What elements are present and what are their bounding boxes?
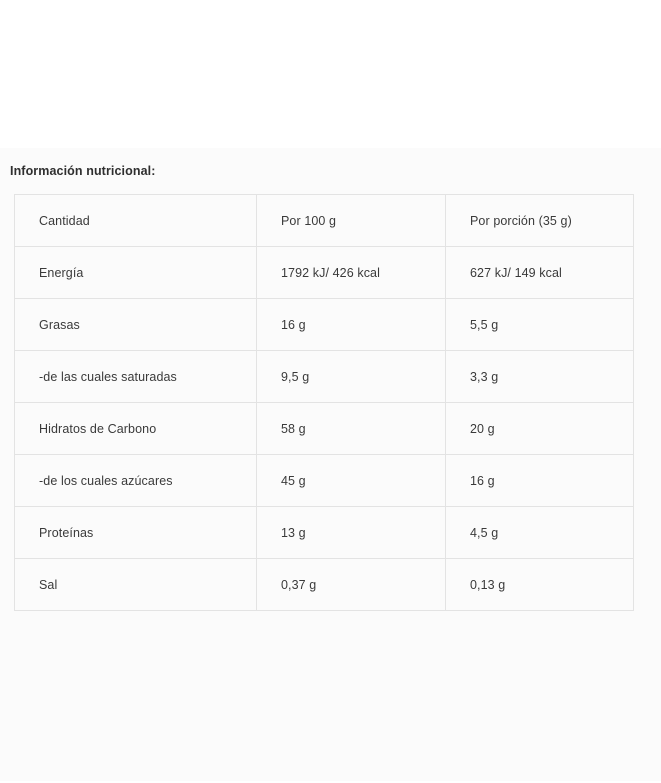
table-header-row (15, 195, 634, 247)
table-cell-perportion: 16 g (446, 455, 634, 507)
table-cell-perportion: 0,13 g (446, 559, 634, 611)
table-cell-perportion: 3,3 g (446, 351, 634, 403)
table-cell-per100: 9,5 g (257, 351, 446, 403)
table-cell-label: Hidratos de Carbono (15, 403, 257, 455)
table-row (15, 455, 634, 507)
table-row (15, 507, 634, 559)
table-cell-perportion: 627 kJ/ 149 kcal (446, 247, 634, 299)
table-header-cell: Cantidad (15, 195, 257, 247)
nutrition-panel (0, 148, 661, 781)
table-cell-label: Energía (15, 247, 257, 299)
table-cell-perportion: 20 g (446, 403, 634, 455)
table-cell-label: Sal (15, 559, 257, 611)
table-cell-per100: 0,37 g (257, 559, 446, 611)
table-cell-per100: 1792 kJ/ 426 kcal (257, 247, 446, 299)
table-cell-label: Proteínas (15, 507, 257, 559)
panel-bottom-spacer (0, 611, 661, 781)
table-cell-perportion: 5,5 g (446, 299, 634, 351)
page-title: Información nutricional: (10, 164, 156, 178)
table-row (15, 403, 634, 455)
table-row (15, 299, 634, 351)
table-row (15, 247, 634, 299)
table-cell-label: -de los cuales azúcares (15, 455, 257, 507)
table-header-cell: Por 100 g (257, 195, 446, 247)
table-row (15, 351, 634, 403)
table-cell-label: -de las cuales saturadas (15, 351, 257, 403)
table-cell-per100: 58 g (257, 403, 446, 455)
table-row (15, 559, 634, 611)
table-cell-label: Grasas (15, 299, 257, 351)
table-header-cell: Por porción (35 g) (446, 195, 634, 247)
table-cell-per100: 45 g (257, 455, 446, 507)
table-cell-perportion: 4,5 g (446, 507, 634, 559)
nutrition-table (14, 194, 634, 611)
table-cell-per100: 13 g (257, 507, 446, 559)
nutrition-table-wrapper (14, 194, 647, 611)
table-cell-per100: 16 g (257, 299, 446, 351)
